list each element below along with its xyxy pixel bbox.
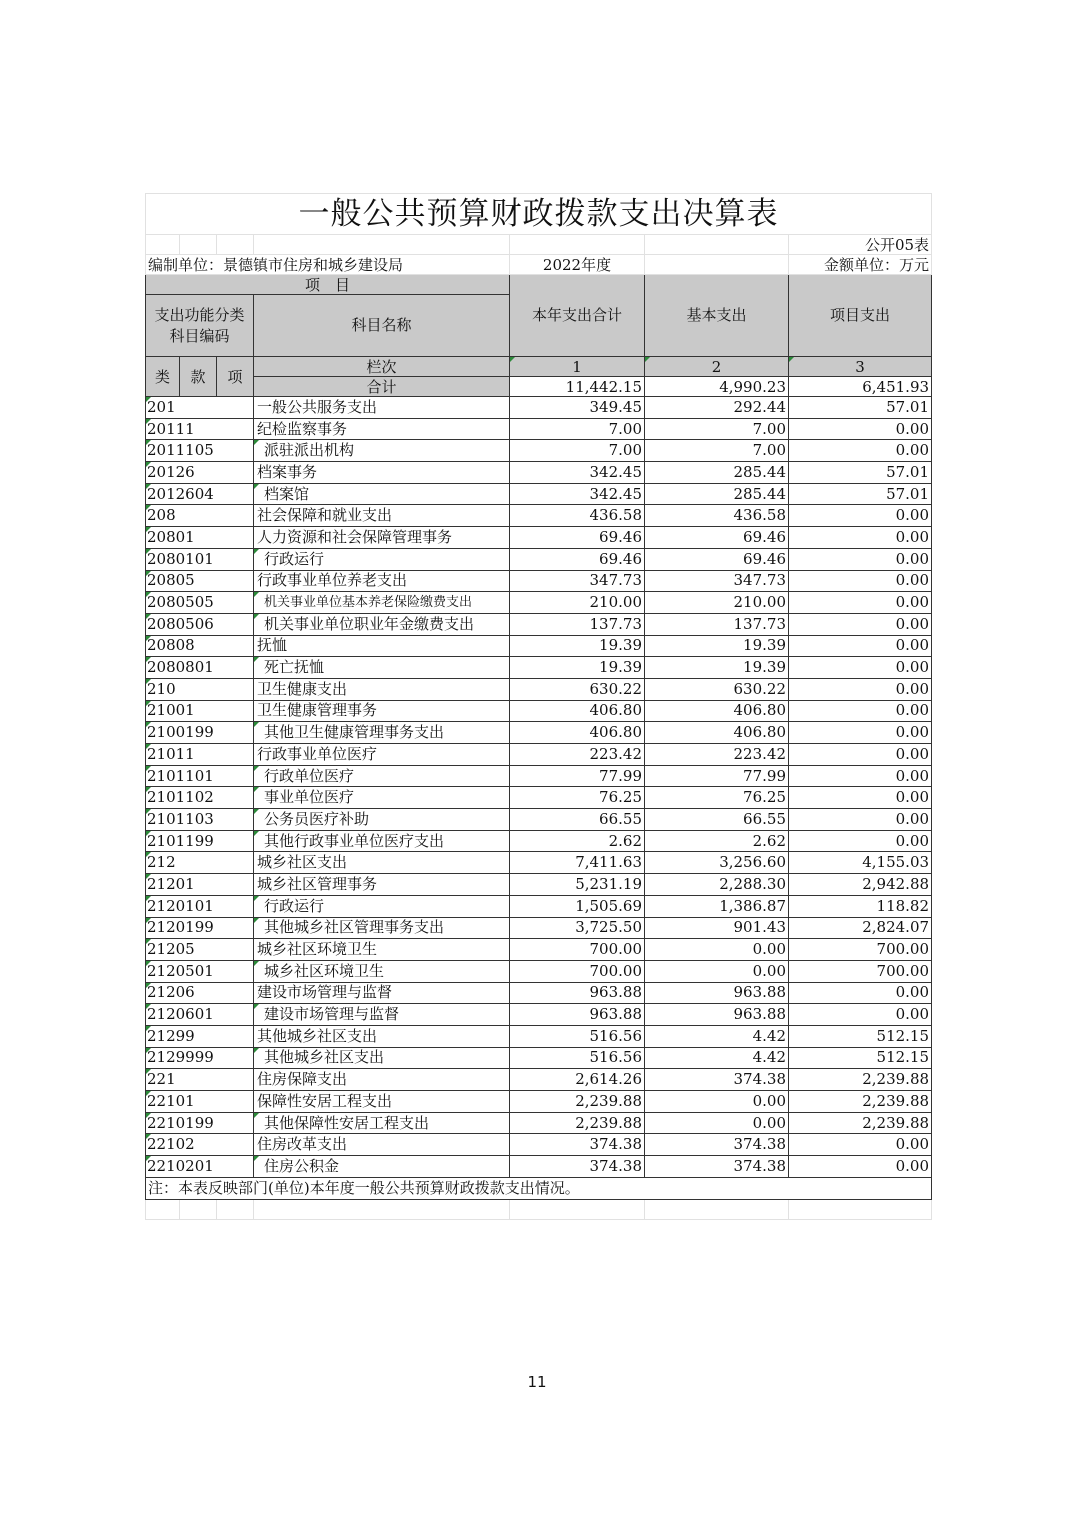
row-total: 77.99	[510, 765, 645, 787]
row-basic: 69.46	[645, 527, 789, 549]
row-basic: 901.43	[645, 917, 789, 939]
table-row	[146, 765, 932, 787]
table-note: 注：本表反映部门(单位)本年度一般公共预算财政拨款支出情况。	[146, 1177, 932, 1199]
total-basic: 4,990.23	[645, 377, 789, 397]
row-total: 76.25	[510, 787, 645, 809]
row-total: 516.56	[510, 1047, 645, 1069]
row-subject-name: 卫生健康管理事务	[254, 700, 510, 722]
row-code: 2080505	[146, 592, 254, 614]
row-project: 0.00	[789, 527, 932, 549]
row-basic: 0.00	[645, 1112, 789, 1134]
row-project: 0.00	[789, 613, 932, 635]
row-project: 57.01	[789, 397, 932, 419]
row-code: 2120101	[146, 895, 254, 917]
row-code: 2080101	[146, 548, 254, 570]
row-subject-name: 行政事业单位养老支出	[254, 570, 510, 592]
row-total: 2,239.88	[510, 1091, 645, 1113]
row-subject-name: 公务员医疗补助	[254, 809, 510, 831]
table-row	[146, 982, 932, 1004]
table-row	[146, 700, 932, 722]
table-row	[146, 722, 932, 744]
row-subject-name: 事业单位医疗	[254, 787, 510, 809]
row-project: 0.00	[789, 765, 932, 787]
row-project: 0.00	[789, 744, 932, 766]
table-row	[146, 657, 932, 679]
table-row	[146, 895, 932, 917]
table-row	[146, 874, 932, 896]
row-total: 342.45	[510, 462, 645, 484]
table-row	[146, 809, 932, 831]
row-subject-name: 其他行政事业单位医疗支出	[254, 830, 510, 852]
row-subject-name: 死亡抚恤	[254, 657, 510, 679]
row-project: 512.15	[789, 1025, 932, 1047]
row-code: 21206	[146, 982, 254, 1004]
row-subject-name: 城乡社区环境卫生	[254, 960, 510, 982]
table-row	[146, 917, 932, 939]
row-code: 20808	[146, 635, 254, 657]
row-project: 0.00	[789, 700, 932, 722]
row-code: 210	[146, 678, 254, 700]
row-total: 374.38	[510, 1156, 645, 1178]
row-project: 0.00	[789, 505, 932, 527]
row-total: 7.00	[510, 440, 645, 462]
row-total: 7,411.63	[510, 852, 645, 874]
compiling-unit: 编制单位：景德镇市住房和城乡建设局	[146, 255, 510, 275]
row-code: 221	[146, 1069, 254, 1091]
row-total: 69.46	[510, 548, 645, 570]
row-subject-name: 人力资源和社会保障管理事务	[254, 527, 510, 549]
table-row	[146, 1156, 932, 1178]
row-project: 57.01	[789, 483, 932, 505]
row-code: 20801	[146, 527, 254, 549]
row-basic: 285.44	[645, 483, 789, 505]
table-row	[146, 418, 932, 440]
row-project: 0.00	[789, 809, 932, 831]
row-total: 700.00	[510, 939, 645, 961]
row-total: 210.00	[510, 592, 645, 614]
row-code: 22102	[146, 1134, 254, 1156]
row-code: 20805	[146, 570, 254, 592]
row-basic: 19.39	[645, 657, 789, 679]
header-total: 本年支出合计	[510, 275, 645, 357]
row-project: 0.00	[789, 635, 932, 657]
row-project: 0.00	[789, 592, 932, 614]
row-code: 2120199	[146, 917, 254, 939]
row-project: 2,942.88	[789, 874, 932, 896]
row-subject-name: 住房保障支出	[254, 1069, 510, 1091]
row-code: 2120601	[146, 1004, 254, 1026]
row-basic: 285.44	[645, 462, 789, 484]
row-basic: 374.38	[645, 1069, 789, 1091]
row-basic: 0.00	[645, 1091, 789, 1113]
row-subject-name: 行政运行	[254, 548, 510, 570]
row-subject-name: 卫生健康支出	[254, 678, 510, 700]
row-project: 2,824.07	[789, 917, 932, 939]
row-total: 2.62	[510, 830, 645, 852]
row-basic: 76.25	[645, 787, 789, 809]
row-subject-name: 机关事业单位职业年金缴费支出	[254, 613, 510, 635]
row-basic: 0.00	[645, 960, 789, 982]
total-sum: 11,442.15	[510, 377, 645, 397]
row-basic: 0.00	[645, 939, 789, 961]
row-code: 22101	[146, 1091, 254, 1113]
table-row	[146, 548, 932, 570]
table-row	[146, 483, 932, 505]
row-project: 2,239.88	[789, 1091, 932, 1113]
row-subject-name: 建设市场管理与监督	[254, 982, 510, 1004]
row-total: 436.58	[510, 505, 645, 527]
row-project: 700.00	[789, 939, 932, 961]
table-row	[146, 1091, 932, 1113]
row-project: 4,155.03	[789, 852, 932, 874]
row-total: 3,725.50	[510, 917, 645, 939]
row-total: 2,239.88	[510, 1112, 645, 1134]
row-project: 0.00	[789, 657, 932, 679]
budget-table	[145, 193, 932, 1220]
row-total: 69.46	[510, 527, 645, 549]
row-project: 2,239.88	[789, 1112, 932, 1134]
row-subject-name: 建设市场管理与监督	[254, 1004, 510, 1026]
row-subject-name: 档案事务	[254, 462, 510, 484]
row-basic: 374.38	[645, 1134, 789, 1156]
row-subject-name: 抚恤	[254, 635, 510, 657]
table-row	[146, 744, 932, 766]
row-basic: 963.88	[645, 982, 789, 1004]
table-row	[146, 397, 932, 419]
row-subject-name: 派驻派出机构	[254, 440, 510, 462]
row-basic: 77.99	[645, 765, 789, 787]
fiscal-year: 2022年度	[510, 255, 645, 275]
row-total: 963.88	[510, 1004, 645, 1026]
table-row	[146, 527, 932, 549]
table-row	[146, 1112, 932, 1134]
row-project: 512.15	[789, 1047, 932, 1069]
row-total: 516.56	[510, 1025, 645, 1047]
row-subject-name: 住房公积金	[254, 1156, 510, 1178]
row-basic: 3,256.60	[645, 852, 789, 874]
row-basic: 374.38	[645, 1156, 789, 1178]
row-code: 2210199	[146, 1112, 254, 1134]
table-row	[146, 570, 932, 592]
row-subject-name: 社会保障和就业支出	[254, 505, 510, 527]
row-project: 0.00	[789, 787, 932, 809]
row-subject-name: 行政事业单位医疗	[254, 744, 510, 766]
row-code: 20126	[146, 462, 254, 484]
header-subject-name: 科目名称	[254, 295, 510, 357]
row-code: 212	[146, 852, 254, 874]
row-code: 21201	[146, 874, 254, 896]
row-total: 19.39	[510, 635, 645, 657]
table-row	[146, 960, 932, 982]
row-subject-name: 其他卫生健康管理事务支出	[254, 722, 510, 744]
row-subject-name: 城乡社区环境卫生	[254, 939, 510, 961]
row-code: 2080801	[146, 657, 254, 679]
row-total: 700.00	[510, 960, 645, 982]
row-basic: 347.73	[645, 570, 789, 592]
row-project: 2,239.88	[789, 1069, 932, 1091]
row-code: 2101101	[146, 765, 254, 787]
header-project: 项 目	[146, 275, 510, 295]
row-code: 2100199	[146, 722, 254, 744]
table-row	[146, 1047, 932, 1069]
total-project: 6,451.93	[789, 377, 932, 397]
row-total: 223.42	[510, 744, 645, 766]
row-subject-name: 保障性安居工程支出	[254, 1091, 510, 1113]
row-code: 2101199	[146, 830, 254, 852]
row-basic: 630.22	[645, 678, 789, 700]
row-code: 2120501	[146, 960, 254, 982]
row-subject-name: 其他城乡社区支出	[254, 1047, 510, 1069]
row-basic: 69.46	[645, 548, 789, 570]
row-code: 2080506	[146, 613, 254, 635]
row-code: 2012604	[146, 483, 254, 505]
row-basic: 1,386.87	[645, 895, 789, 917]
row-subject-name: 城乡社区支出	[254, 852, 510, 874]
row-code: 21299	[146, 1025, 254, 1047]
row-basic: 19.39	[645, 635, 789, 657]
row-code: 208	[146, 505, 254, 527]
header-lanci: 栏次	[254, 357, 510, 377]
row-basic: 963.88	[645, 1004, 789, 1026]
row-project: 0.00	[789, 440, 932, 462]
row-project: 118.82	[789, 895, 932, 917]
table-row	[146, 462, 932, 484]
table-row	[146, 440, 932, 462]
col-index-1: 1	[510, 357, 645, 377]
row-subject-name: 城乡社区管理事务	[254, 874, 510, 896]
row-basic: 436.58	[645, 505, 789, 527]
table-row	[146, 1025, 932, 1047]
row-total: 5,231.19	[510, 874, 645, 896]
table-row	[146, 592, 932, 614]
table-row	[146, 505, 932, 527]
table-row	[146, 830, 932, 852]
row-basic: 2,288.30	[645, 874, 789, 896]
row-subject-name: 其他城乡社区管理事务支出	[254, 917, 510, 939]
row-subject-name: 档案馆	[254, 483, 510, 505]
row-basic: 210.00	[645, 592, 789, 614]
row-total: 2,614.26	[510, 1069, 645, 1091]
budget-table-sheet	[145, 193, 931, 1220]
row-basic: 7.00	[645, 418, 789, 440]
row-total: 19.39	[510, 657, 645, 679]
table-row	[146, 613, 932, 635]
table-row	[146, 635, 932, 657]
header-basic: 基本支出	[645, 275, 789, 357]
header-project-expense: 项目支出	[789, 275, 932, 357]
row-subject-name: 其他保障性安居工程支出	[254, 1112, 510, 1134]
row-total: 1,505.69	[510, 895, 645, 917]
row-subject-name: 纪检监察事务	[254, 418, 510, 440]
row-project: 0.00	[789, 418, 932, 440]
row-total: 7.00	[510, 418, 645, 440]
row-basic: 137.73	[645, 613, 789, 635]
header-func-code: 支出功能分类科目编码	[146, 295, 254, 357]
row-basic: 223.42	[645, 744, 789, 766]
table-title: 一般公共预算财政拨款支出决算表	[146, 194, 932, 235]
row-subject-name: 行政运行	[254, 895, 510, 917]
row-code: 2129999	[146, 1047, 254, 1069]
row-subject-name: 住房改革支出	[254, 1134, 510, 1156]
row-total: 66.55	[510, 809, 645, 831]
col-index-2: 2	[645, 357, 789, 377]
row-basic: 406.80	[645, 722, 789, 744]
row-project: 0.00	[789, 570, 932, 592]
row-code: 2101103	[146, 809, 254, 831]
row-basic: 66.55	[645, 809, 789, 831]
row-total: 406.80	[510, 700, 645, 722]
row-subject-name: 其他城乡社区支出	[254, 1025, 510, 1047]
table-row	[146, 1134, 932, 1156]
row-project: 0.00	[789, 722, 932, 744]
row-basic: 4.42	[645, 1025, 789, 1047]
col-index-3: 3	[789, 357, 932, 377]
row-code: 20111	[146, 418, 254, 440]
row-basic: 406.80	[645, 700, 789, 722]
table-row	[146, 939, 932, 961]
row-code: 21001	[146, 700, 254, 722]
row-code: 2011105	[146, 440, 254, 462]
row-basic: 2.62	[645, 830, 789, 852]
row-total: 630.22	[510, 678, 645, 700]
row-project: 700.00	[789, 960, 932, 982]
row-total: 374.38	[510, 1134, 645, 1156]
table-row	[146, 852, 932, 874]
row-code: 21205	[146, 939, 254, 961]
form-number: 公开05表	[789, 235, 932, 255]
page-number: 11	[527, 1373, 547, 1391]
row-basic: 7.00	[645, 440, 789, 462]
row-total: 963.88	[510, 982, 645, 1004]
row-project: 0.00	[789, 548, 932, 570]
row-code: 21011	[146, 744, 254, 766]
row-code: 201	[146, 397, 254, 419]
row-total: 349.45	[510, 397, 645, 419]
row-subject-name: 行政单位医疗	[254, 765, 510, 787]
row-code: 2101102	[146, 787, 254, 809]
row-total: 347.73	[510, 570, 645, 592]
table-row	[146, 678, 932, 700]
row-project: 0.00	[789, 1004, 932, 1026]
header-kuan: 款	[180, 357, 217, 397]
row-project: 0.00	[789, 678, 932, 700]
table-row	[146, 1069, 932, 1091]
row-subject-name: 一般公共服务支出	[254, 397, 510, 419]
row-project: 57.01	[789, 462, 932, 484]
header-xiang: 项	[217, 357, 254, 397]
row-total: 342.45	[510, 483, 645, 505]
table-row	[146, 1004, 932, 1026]
row-code: 2210201	[146, 1156, 254, 1178]
row-project: 0.00	[789, 1134, 932, 1156]
header-heji: 合计	[254, 377, 510, 397]
row-project: 0.00	[789, 830, 932, 852]
amount-unit: 金额单位：万元	[789, 255, 932, 275]
row-project: 0.00	[789, 982, 932, 1004]
row-project: 0.00	[789, 1156, 932, 1178]
row-basic: 4.42	[645, 1047, 789, 1069]
row-total: 406.80	[510, 722, 645, 744]
header-lei: 类	[146, 357, 180, 397]
table-row	[146, 787, 932, 809]
row-total: 137.73	[510, 613, 645, 635]
row-basic: 292.44	[645, 397, 789, 419]
row-subject-name: 机关事业单位基本养老保险缴费支出	[254, 592, 510, 614]
